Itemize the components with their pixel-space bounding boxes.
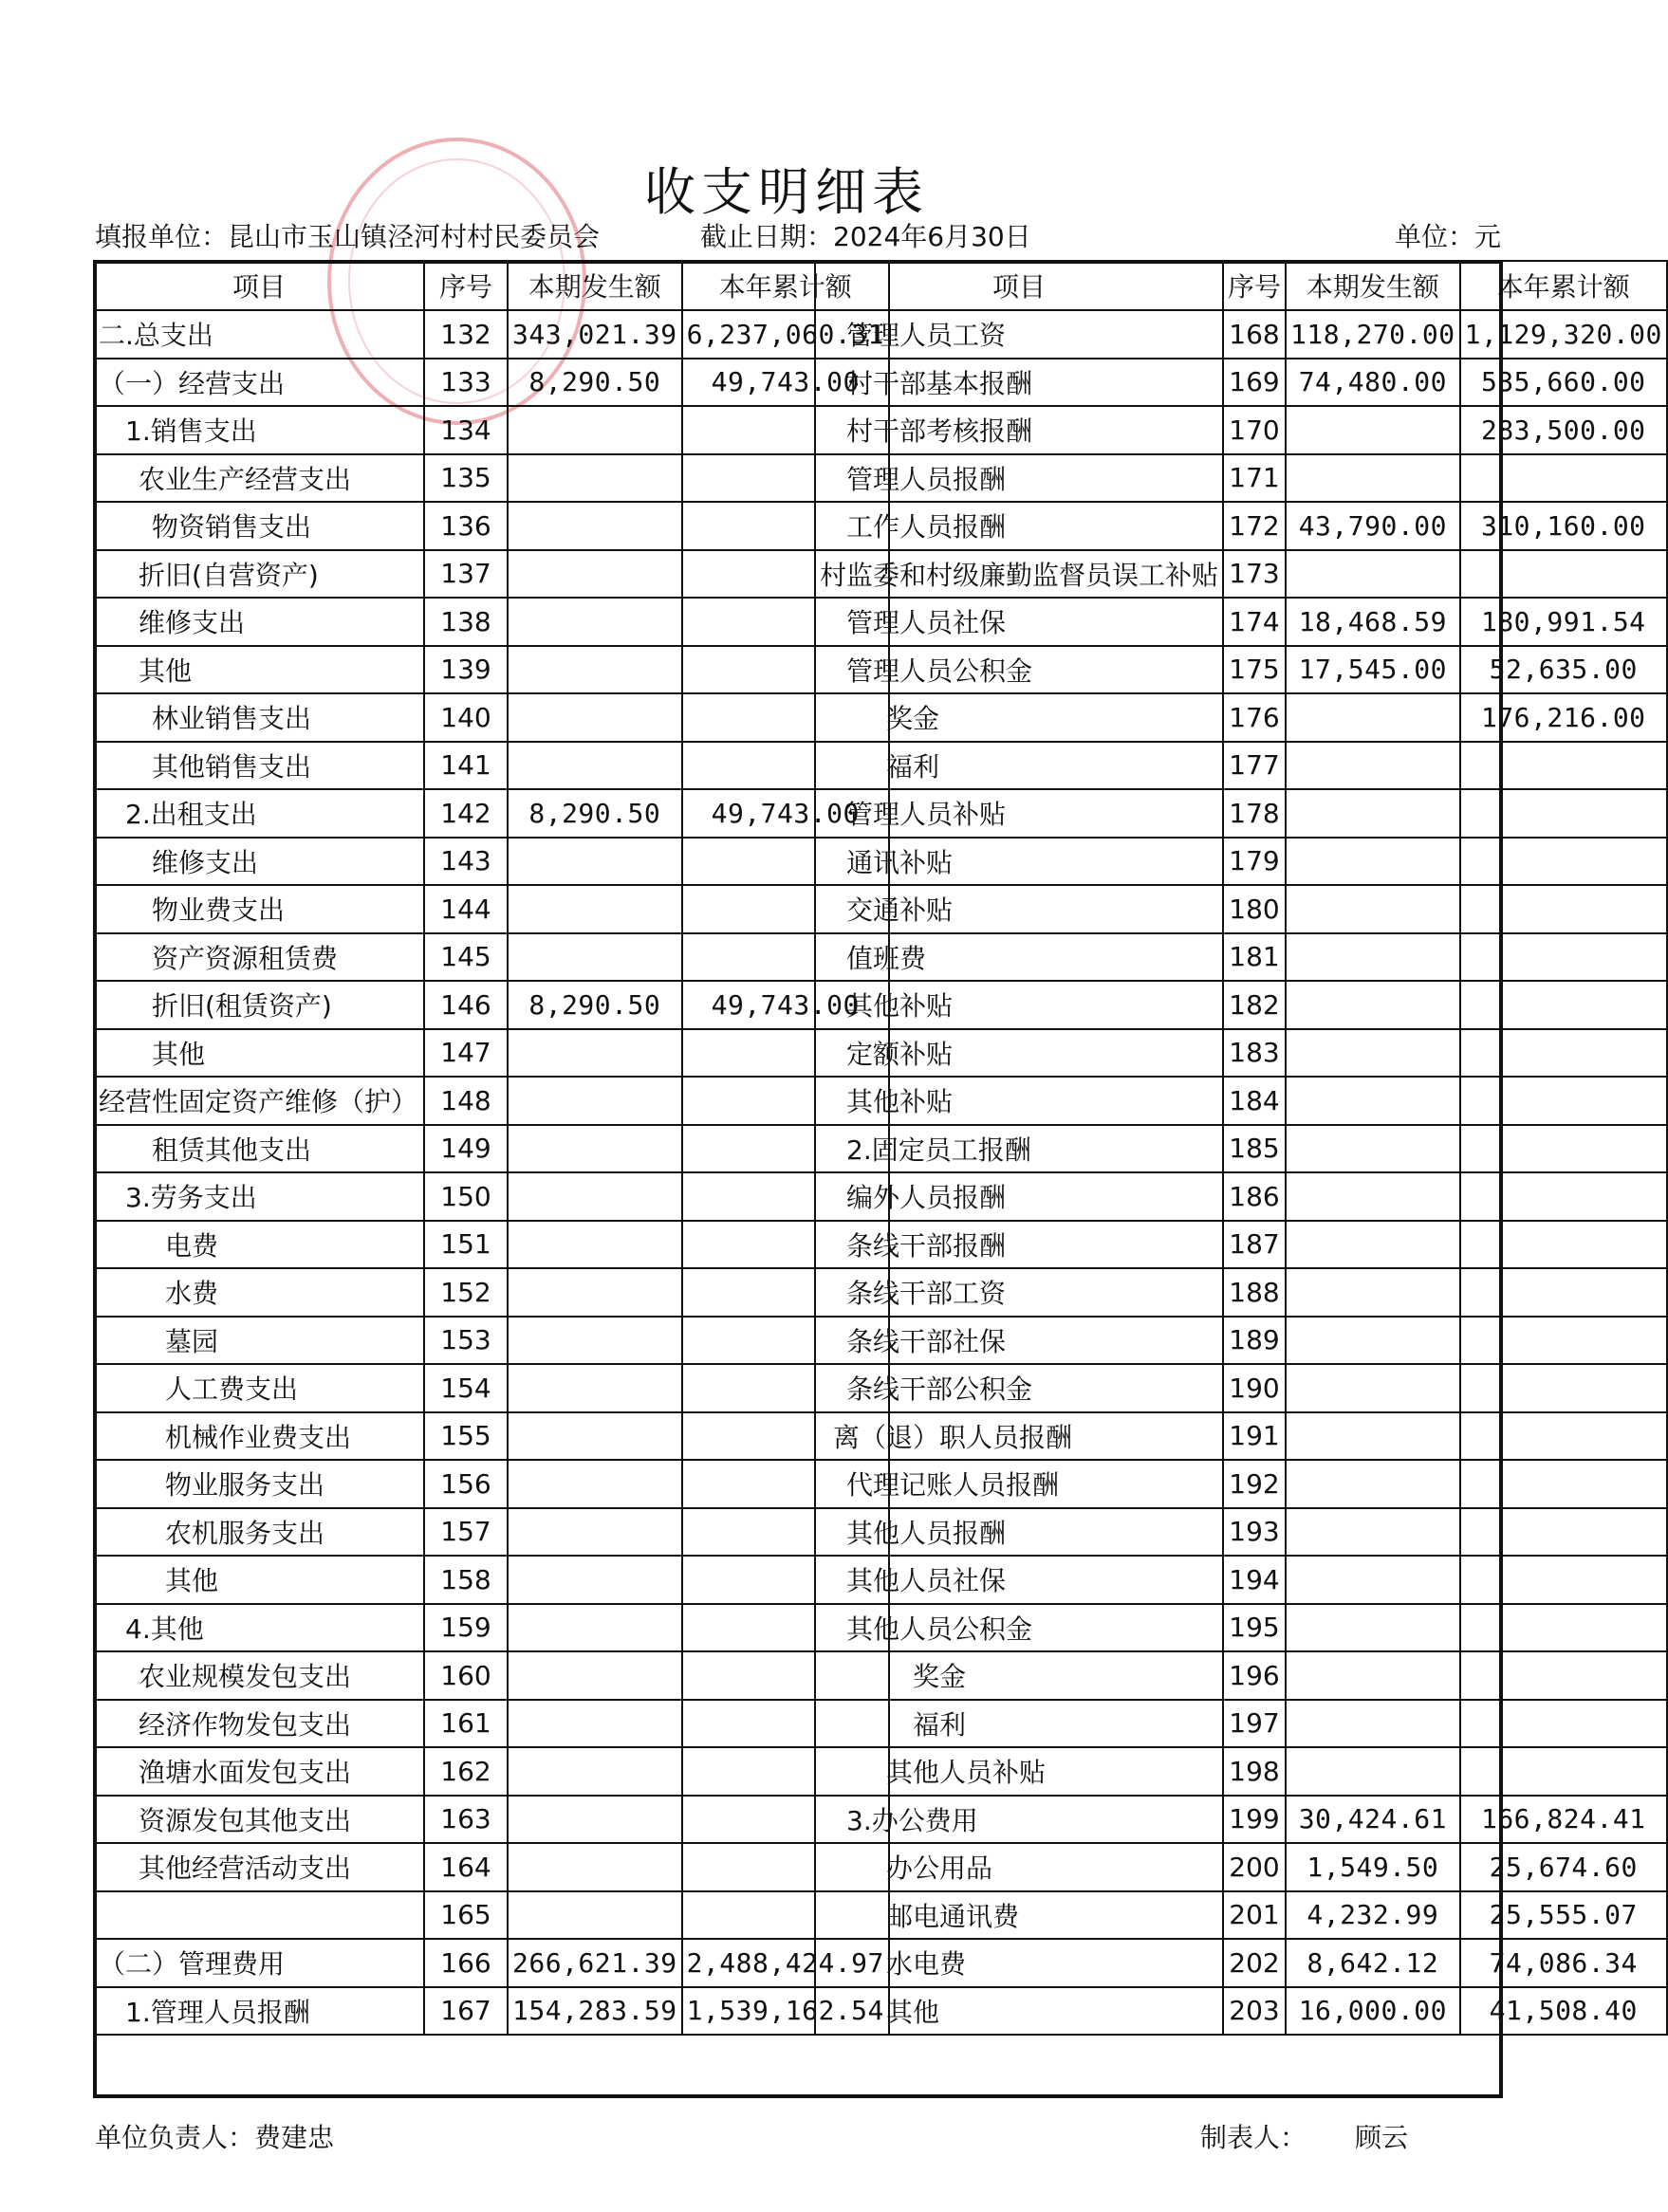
item-seq: 173 (1223, 550, 1286, 599)
item-seq: 186 (1223, 1172, 1286, 1221)
currency-unit: 单位：元 (1394, 221, 1501, 252)
year-total: 283,500.00 (1460, 406, 1667, 454)
item-seq: 168 (1223, 310, 1286, 359)
item-name: 其他销售支出 (94, 742, 424, 790)
item-name: 其他人员公积金 (815, 1604, 1223, 1652)
item-name: 物业服务支出 (94, 1460, 424, 1508)
item-name: 其他人员报酬 (815, 1508, 1223, 1557)
year-total: 49,743.00 (682, 359, 889, 407)
item-name: 农业生产经营支出 (94, 454, 424, 503)
item-name: 2.出租支出 (94, 789, 424, 838)
item-name: 其他人员补贴 (815, 1747, 1223, 1796)
item-name: 福利 (815, 1700, 1223, 1748)
period-amount: 8,290.50 (508, 789, 682, 838)
year-total-header: 本年累计额 (682, 261, 889, 310)
item-name: 电费 (94, 1221, 424, 1269)
item-name: 农业规模发包支出 (94, 1651, 424, 1700)
item-name: 其他人员社保 (815, 1556, 1223, 1604)
item-name: 其他 (815, 1987, 1223, 2036)
item-seq: 170 (1223, 406, 1286, 454)
item-seq: 158 (424, 1556, 508, 1604)
item-seq: 160 (424, 1651, 508, 1700)
item-name: 经营性固定资产维修（护） (94, 1077, 424, 1125)
item-name: 4.其他 (94, 1604, 424, 1652)
item-seq: 137 (424, 550, 508, 599)
reporting-unit: 填报单位：昆山市玉山镇泾河村村民委员会 (95, 221, 601, 252)
item-seq: 190 (1223, 1364, 1286, 1412)
item-seq: 141 (424, 742, 508, 790)
item-seq: 184 (1223, 1077, 1286, 1125)
item-seq: 201 (1223, 1891, 1286, 1940)
preparer-name: 顾云 (1355, 2122, 1409, 2153)
item-seq: 146 (424, 981, 508, 1029)
seq-header: 序号 (1223, 261, 1286, 310)
item-seq: 183 (1223, 1029, 1286, 1078)
year-total: 6,237,060.31 (682, 310, 889, 359)
period-amount: 1,549.50 (1286, 1843, 1460, 1891)
responsible-person: 单位负责人：费建忠 (95, 2122, 335, 2153)
item-seq: 185 (1223, 1125, 1286, 1173)
item-seq: 180 (1223, 885, 1286, 933)
item-name: 值班费 (815, 933, 1223, 982)
item-seq: 191 (1223, 1412, 1286, 1461)
period-amount: 30,424.61 (1286, 1796, 1460, 1844)
item-seq: 139 (424, 646, 508, 694)
item-seq: 162 (424, 1747, 508, 1796)
item-name: 管理人员补贴 (815, 789, 1223, 838)
item-name: 福利 (815, 742, 1223, 790)
item-name: 其他 (94, 1556, 424, 1604)
item-name: 墓园 (94, 1317, 424, 1365)
item-seq: 147 (424, 1029, 508, 1078)
period-amount: 266,621.39 (508, 1939, 682, 1987)
year-total: 176,216.00 (1460, 693, 1667, 742)
item-seq: 172 (1223, 502, 1286, 550)
item-name: 条线干部报酬 (815, 1221, 1223, 1269)
year-total: 1,129,320.00 (1460, 310, 1667, 359)
item-name: 村监委和村级廉勤监督员误工补贴 (815, 550, 1223, 599)
item-seq: 192 (1223, 1460, 1286, 1508)
item-name: 林业销售支出 (94, 693, 424, 742)
item-name: 其他补贴 (815, 981, 1223, 1029)
item-name: 离（退）职人员报酬 (815, 1412, 1223, 1461)
item-name: 其他补贴 (815, 1077, 1223, 1125)
period-amount: 8,642.12 (1286, 1939, 1460, 1987)
year-total-header: 本年累计额 (1460, 261, 1667, 310)
item-seq: 189 (1223, 1317, 1286, 1365)
item-name: 条线干部公积金 (815, 1364, 1223, 1412)
item-name: 水费 (94, 1268, 424, 1317)
year-total: 25,555.07 (1460, 1891, 1667, 1940)
item-seq: 199 (1223, 1796, 1286, 1844)
item-seq: 198 (1223, 1747, 1286, 1796)
item-seq: 179 (1223, 838, 1286, 886)
item-seq: 177 (1223, 742, 1286, 790)
item-seq: 144 (424, 885, 508, 933)
item-name: 管理人员社保 (815, 598, 1223, 646)
item-seq: 145 (424, 933, 508, 982)
year-total: 49,743.00 (682, 789, 889, 838)
year-total: 49,743.00 (682, 981, 889, 1029)
item-seq: 154 (424, 1364, 508, 1412)
item-name: 村干部考核报酬 (815, 406, 1223, 454)
item-name: 条线干部工资 (815, 1268, 1223, 1317)
item-name: 奖金 (815, 1651, 1223, 1700)
item-name: 工作人员报酬 (815, 502, 1223, 550)
item-name: 1.销售支出 (94, 406, 424, 454)
page-title: 收支明细表 (644, 162, 929, 222)
item-seq: 202 (1223, 1939, 1286, 1987)
item-name: 折旧(自营资产) (94, 550, 424, 599)
item-seq: 143 (424, 838, 508, 886)
item-name: 资产资源租赁费 (94, 933, 424, 982)
item-seq: 150 (424, 1172, 508, 1221)
item-name: 维修支出 (94, 838, 424, 886)
cutoff-date: 截止日期：2024年6月30日 (700, 221, 1031, 252)
item-name: 定额补贴 (815, 1029, 1223, 1078)
item-seq: 176 (1223, 693, 1286, 742)
period-amount: 343,021.39 (508, 310, 682, 359)
year-total: 1,539,162.54 (682, 1987, 889, 2036)
item-seq: 196 (1223, 1651, 1286, 1700)
item-seq: 157 (424, 1508, 508, 1557)
item-header: 项目 (815, 261, 1223, 310)
item-seq: 161 (424, 1700, 508, 1748)
period-amount: 74,480.00 (1286, 359, 1460, 407)
year-total: 310,160.00 (1460, 502, 1667, 550)
item-seq: 197 (1223, 1700, 1286, 1748)
year-total: 52,635.00 (1460, 646, 1667, 694)
item-seq: 134 (424, 406, 508, 454)
item-seq: 164 (424, 1843, 508, 1891)
item-name: 物资销售支出 (94, 502, 424, 550)
period-amount: 154,283.59 (508, 1987, 682, 2036)
item-name: 租赁其他支出 (94, 1125, 424, 1173)
item-seq: 135 (424, 454, 508, 503)
item-seq: 142 (424, 789, 508, 838)
item-seq: 171 (1223, 454, 1286, 503)
item-name: 条线干部社保 (815, 1317, 1223, 1365)
item-name: 3.劳务支出 (94, 1172, 424, 1221)
item-name: 管理人员工资 (815, 310, 1223, 359)
item-name: 资源发包其他支出 (94, 1796, 424, 1844)
item-name: 物业费支出 (94, 885, 424, 933)
period-amount-header: 本期发生额 (1286, 261, 1460, 310)
item-seq: 138 (424, 598, 508, 646)
item-name: 二.总支出 (94, 310, 424, 359)
item-seq: 132 (424, 310, 508, 359)
period-amount-header: 本期发生额 (508, 261, 682, 310)
item-name: （二）管理费用 (94, 1939, 424, 1987)
item-seq: 188 (1223, 1268, 1286, 1317)
period-amount: 16,000.00 (1286, 1987, 1460, 2036)
item-seq: 151 (424, 1221, 508, 1269)
item-seq: 169 (1223, 359, 1286, 407)
item-seq: 133 (424, 359, 508, 407)
item-name: 人工费支出 (94, 1364, 424, 1412)
item-name: 管理人员公积金 (815, 646, 1223, 694)
item-name: 1.管理人员报酬 (94, 1987, 424, 2036)
item-name: 机械作业费支出 (94, 1412, 424, 1461)
item-seq: 148 (424, 1077, 508, 1125)
item-name: 管理人员报酬 (815, 454, 1223, 503)
period-amount: 18,468.59 (1286, 598, 1460, 646)
seq-header: 序号 (424, 261, 508, 310)
year-total: 180,991.54 (1460, 598, 1667, 646)
item-seq: 166 (424, 1939, 508, 1987)
item-seq: 155 (424, 1412, 508, 1461)
item-seq: 175 (1223, 646, 1286, 694)
period-amount: 8,290.50 (508, 981, 682, 1029)
item-seq: 167 (424, 1987, 508, 2036)
item-name: 3.办公费用 (815, 1796, 1223, 1844)
item-seq: 163 (424, 1796, 508, 1844)
item-name: 折旧(租赁资产) (94, 981, 424, 1029)
item-seq: 152 (424, 1268, 508, 1317)
item-name: 编外人员报酬 (815, 1172, 1223, 1221)
item-name: 维修支出 (94, 598, 424, 646)
item-seq: 153 (424, 1317, 508, 1365)
item-name: 2.固定员工报酬 (815, 1125, 1223, 1173)
item-seq: 203 (1223, 1987, 1286, 2036)
period-amount: 43,790.00 (1286, 502, 1460, 550)
item-header: 项目 (94, 261, 424, 310)
year-total: 74,086.34 (1460, 1939, 1667, 1987)
item-name: （一）经营支出 (94, 359, 424, 407)
item-seq: 187 (1223, 1221, 1286, 1269)
item-name: 代理记账人员报酬 (815, 1460, 1223, 1508)
item-seq: 200 (1223, 1843, 1286, 1891)
year-total: 535,660.00 (1460, 359, 1667, 407)
item-name: 奖金 (815, 693, 1223, 742)
item-name: 农机服务支出 (94, 1508, 424, 1557)
year-total: 166,824.41 (1460, 1796, 1667, 1844)
item-name: 渔塘水面发包支出 (94, 1747, 424, 1796)
preparer-label: 制表人： (1200, 2122, 1307, 2153)
item-name: 交通补贴 (815, 885, 1223, 933)
item-seq: 181 (1223, 933, 1286, 982)
item-seq: 140 (424, 693, 508, 742)
item-name: 邮电通讯费 (815, 1891, 1223, 1940)
year-total: 25,674.60 (1460, 1843, 1667, 1891)
period-amount: 17,545.00 (1286, 646, 1460, 694)
item-seq: 193 (1223, 1508, 1286, 1557)
item-seq: 156 (424, 1460, 508, 1508)
item-seq: 178 (1223, 789, 1286, 838)
item-name: 办公用品 (815, 1843, 1223, 1891)
item-name: 其他 (94, 1029, 424, 1078)
item-seq: 182 (1223, 981, 1286, 1029)
item-seq: 195 (1223, 1604, 1286, 1652)
year-total: 2,488,424.97 (682, 1939, 889, 1987)
period-amount: 4,232.99 (1286, 1891, 1460, 1940)
item-seq: 149 (424, 1125, 508, 1173)
item-name: 其他 (94, 646, 424, 694)
item-seq: 174 (1223, 598, 1286, 646)
item-name: 其他经营活动支出 (94, 1843, 424, 1891)
item-seq: 165 (424, 1891, 508, 1940)
item-seq: 194 (1223, 1556, 1286, 1604)
year-total: 41,508.40 (1460, 1987, 1667, 2036)
item-name: 村干部基本报酬 (815, 359, 1223, 407)
period-amount: 8,290.50 (508, 359, 682, 407)
item-name: 水电费 (815, 1939, 1223, 1987)
item-seq: 159 (424, 1604, 508, 1652)
item-name: 经济作物发包支出 (94, 1700, 424, 1748)
item-seq: 136 (424, 502, 508, 550)
period-amount: 118,270.00 (1286, 310, 1460, 359)
item-name: 通讯补贴 (815, 838, 1223, 886)
table-outer-border (93, 260, 1503, 2098)
